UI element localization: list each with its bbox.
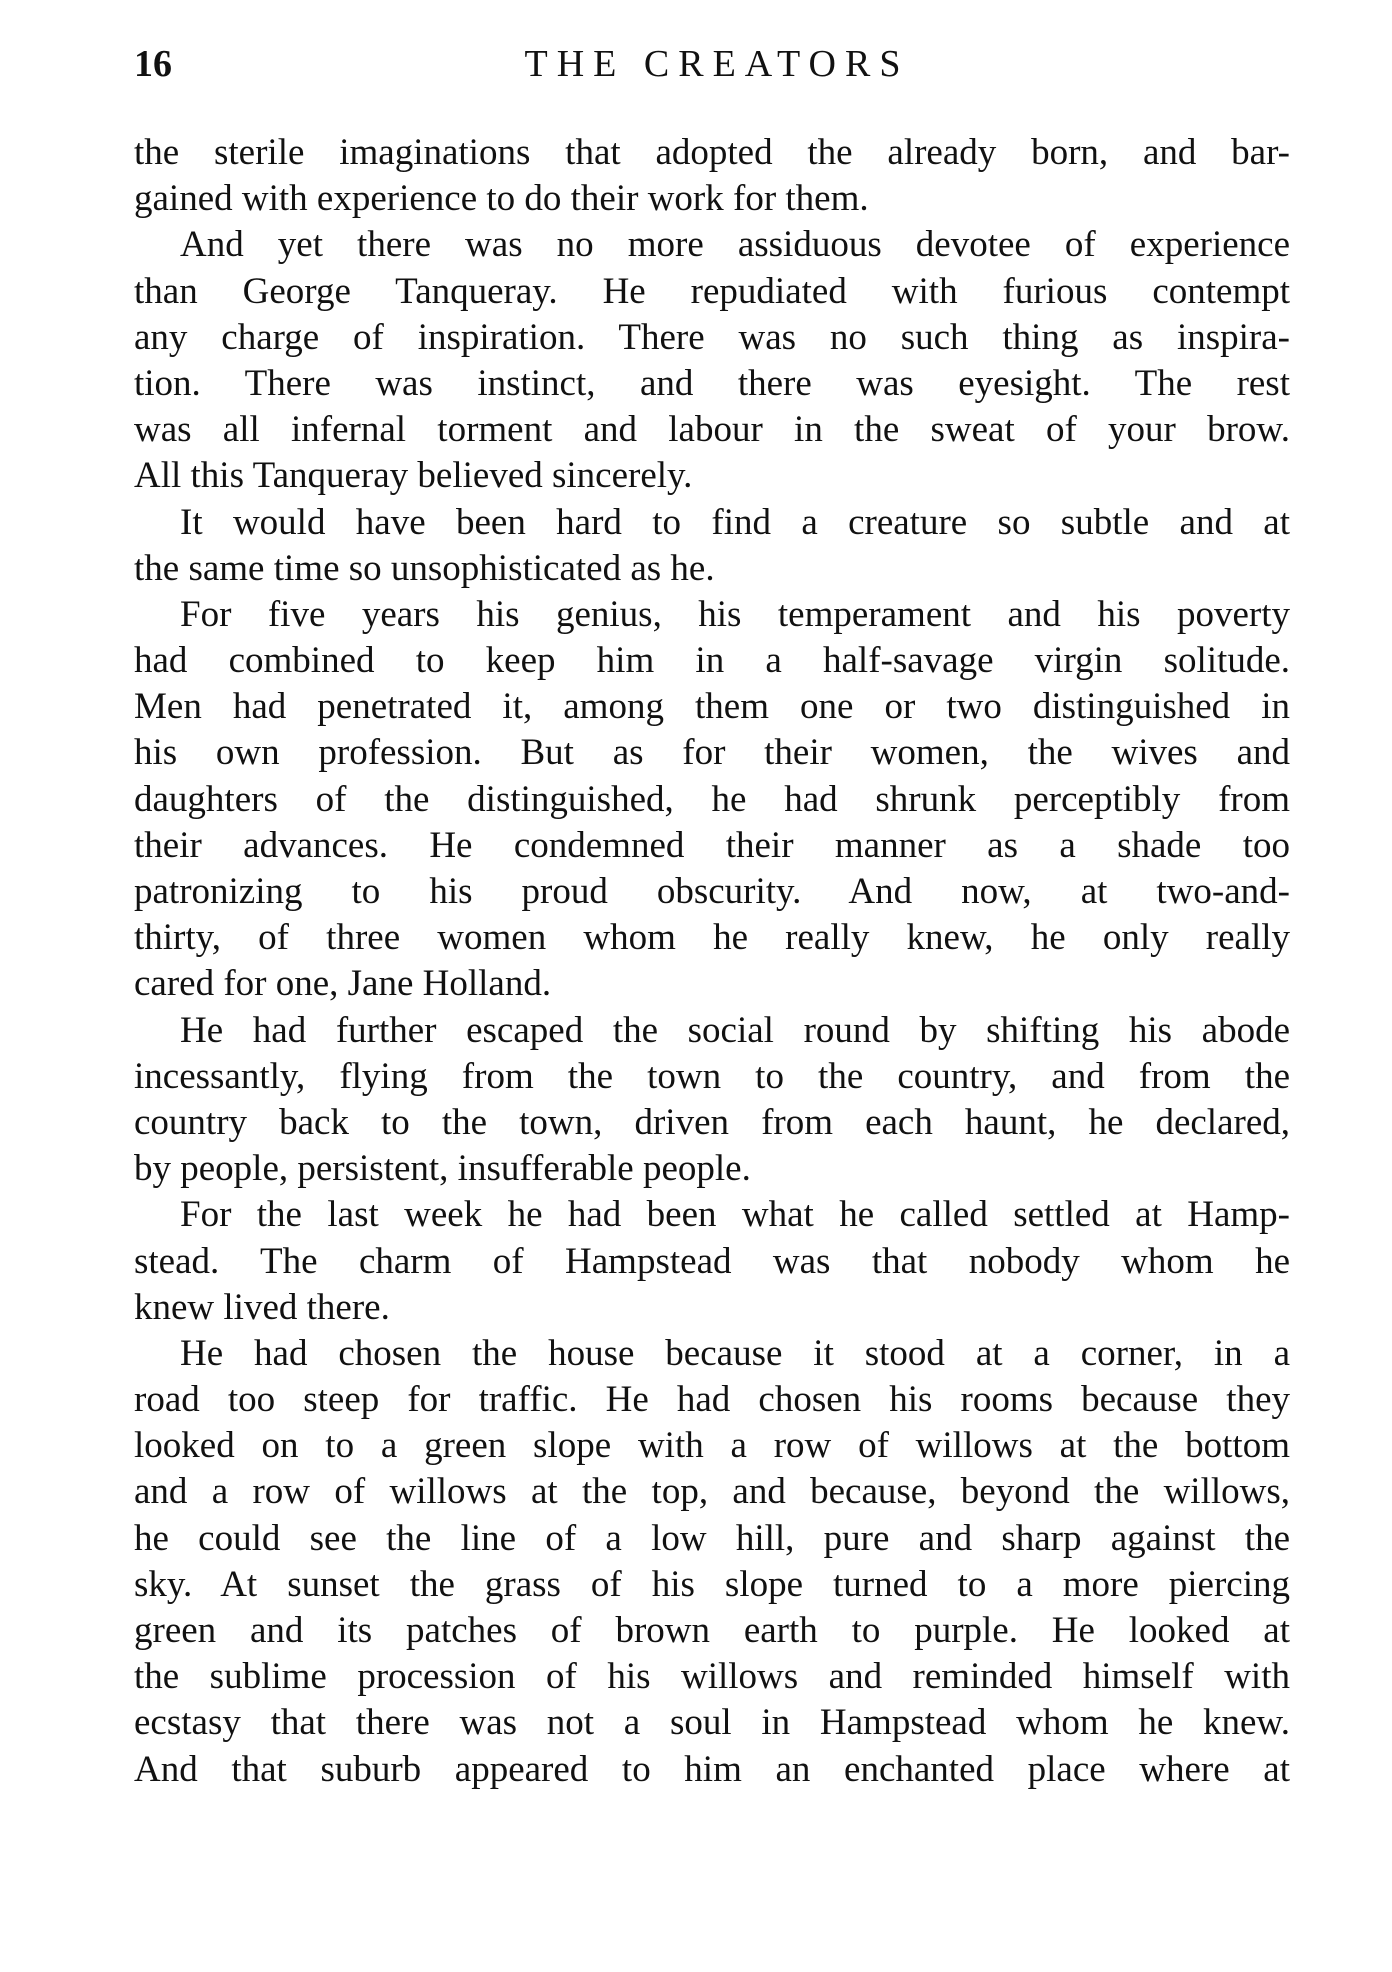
text-line: daughters of the distinguished, he had shrunk perceptibly from xyxy=(134,778,1290,820)
text-line: his own profession. But as for their women, the wives and xyxy=(134,732,1290,774)
body-text xyxy=(134,130,1290,1793)
paragraph xyxy=(134,1008,1290,1193)
text-line: any charge of inspiration. There was no such thing as inspira- xyxy=(134,316,1290,358)
paragraph xyxy=(134,222,1290,499)
paragraph xyxy=(134,1192,1290,1331)
text-line: He had further escaped the social round by shifting his abode xyxy=(180,1009,1290,1051)
text-line: cared for one, Jane Holland. xyxy=(134,963,552,1005)
page-number: 16 xyxy=(134,43,172,85)
text-line: by people, persistent, insufferable people. xyxy=(134,1148,751,1190)
paragraph xyxy=(134,500,1290,592)
text-line: All this Tanqueray believed sincerely. xyxy=(134,455,693,497)
text-line: For the last week he had been what he called settled at Hamp- xyxy=(180,1194,1290,1236)
text-line: tion. There was instinct, and there was eyesight. The rest xyxy=(134,362,1290,404)
text-line: the sterile imaginations that adopted the already born, and bar- xyxy=(134,132,1290,173)
text-line: Men had penetrated it, among them one or two distinguished in xyxy=(134,686,1290,728)
text-line: And yet there was no more assiduous devotee of experience xyxy=(180,224,1290,266)
text-line: and a row of willows at the top, and because, beyond the willows, xyxy=(134,1471,1290,1513)
text-line: thirty, of three women whom he really knew, he only really xyxy=(134,917,1290,959)
text-line: their advances. He condemned their manner as a shade too xyxy=(134,824,1290,866)
text-line: stead. The charm of Hampstead was that nobody whom he xyxy=(134,1240,1290,1282)
text-line: country back to the town, driven from each haunt, he declared, xyxy=(134,1101,1290,1143)
paragraph xyxy=(134,130,1290,222)
text-line: For five years his genius, his temperament and his poverty xyxy=(180,593,1290,635)
text-line: ecstasy that there was not a soul in Hampstead whom he knew. xyxy=(134,1702,1290,1744)
text-line: the same time so unsophisticated as he. xyxy=(134,547,715,589)
text-line: patronizing to his proud obscurity. And now, at two-and- xyxy=(134,871,1290,912)
text-line: And that suburb appeared to him an enchanted place where at xyxy=(134,1748,1290,1790)
text-line: It would have been hard to find a creature so subtle and at xyxy=(180,501,1290,543)
text-line: He had chosen the house because it stood at a corner, in a xyxy=(180,1332,1290,1374)
text-line: than George Tanqueray. He repudiated with furious contempt xyxy=(134,270,1290,312)
text-line: road too steep for traffic. He had chosen his rooms because they xyxy=(134,1379,1290,1421)
text-line: incessantly, flying from the town to the country, and from the xyxy=(134,1055,1290,1097)
text-line: he could see the line of a low hill, pure and sharp against the xyxy=(134,1517,1290,1559)
text-line: looked on to a green slope with a row of willows at the bottom xyxy=(134,1425,1290,1467)
text-line: gained with experience to do their work for them. xyxy=(134,178,869,220)
paragraph xyxy=(134,1331,1290,1793)
paragraph xyxy=(134,592,1290,1008)
running-title: THE CREATORS xyxy=(524,43,910,85)
running-header xyxy=(134,42,1290,92)
text-line: was all infernal torment and labour in the sweat of your brow. xyxy=(134,409,1290,451)
text-line: green and its patches of brown earth to purple. He looked at xyxy=(134,1610,1290,1651)
text-line: the sublime procession of his willows and reminded himself with xyxy=(134,1656,1290,1698)
text-line: sky. At sunset the grass of his slope turned to a more piercing xyxy=(134,1563,1290,1605)
text-line: had combined to keep him in a half-savage virgin solitude. xyxy=(134,640,1290,682)
text-line: knew lived there. xyxy=(134,1286,390,1328)
